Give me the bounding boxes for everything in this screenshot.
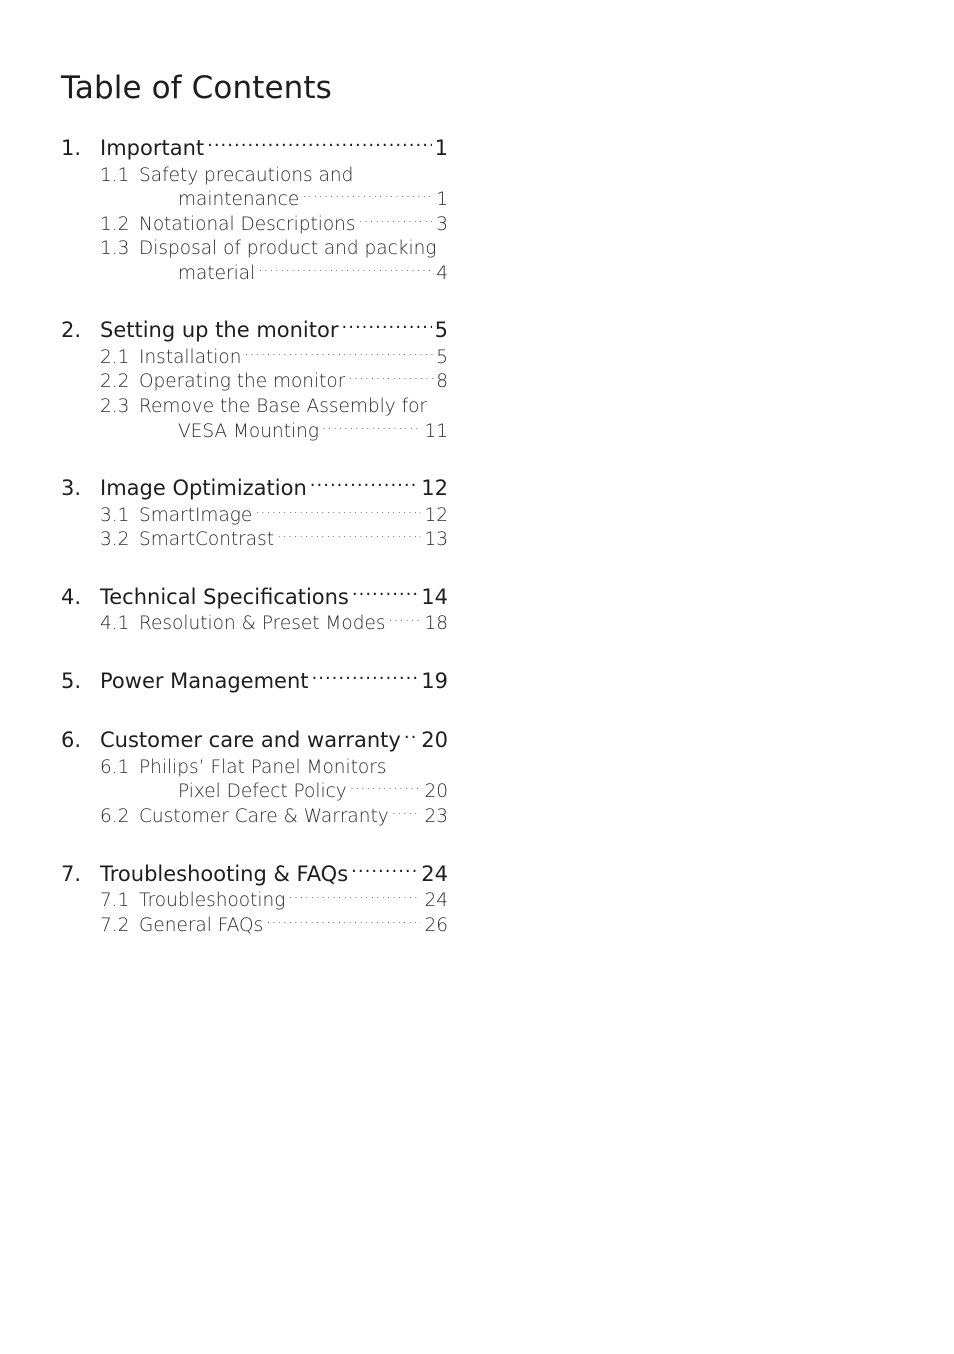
toc-entry-label: material	[178, 262, 256, 284]
toc-entry-number: 6.2	[100, 805, 130, 827]
toc-page-number: 24	[421, 862, 448, 886]
dot-leader	[351, 860, 418, 881]
toc-section-label: Important	[100, 136, 205, 160]
toc-entry-number: 3.2	[100, 528, 130, 550]
toc-entry-label: Remove the Base Assembly for	[139, 395, 428, 417]
dot-leader	[350, 778, 422, 797]
dot-leader	[277, 526, 421, 545]
dot-leader	[392, 803, 422, 822]
toc-entry-1-1-continued[interactable]	[61, 186, 448, 210]
toc-entry-2-3[interactable]	[61, 393, 448, 417]
toc-page-number: 19	[421, 669, 448, 693]
toc-entry-number: 4.1	[100, 612, 130, 634]
dot-leader	[322, 418, 422, 437]
toc-section-label: Setting up the monitor	[100, 318, 339, 342]
toc-section-1[interactable]	[61, 134, 448, 162]
toc-section-6[interactable]	[61, 726, 448, 754]
toc-section-number: 3.	[61, 476, 82, 500]
toc-entry-6-1-continued[interactable]	[61, 778, 448, 802]
toc-page-number: 8	[436, 370, 448, 392]
toc-entry-label: SmartContrast	[139, 528, 275, 550]
toc-entry-label: Notational Descriptions	[139, 213, 356, 235]
dot-leader	[258, 260, 433, 279]
toc-entry-4-1[interactable]	[61, 610, 448, 634]
toc-entry-number: 1.1	[100, 164, 130, 186]
toc-section-7[interactable]	[61, 860, 448, 888]
toc-entry-1-1[interactable]	[61, 162, 448, 186]
toc-entry-number: 7.1	[100, 889, 130, 911]
toc-entry-label: Operating the monitor	[139, 370, 346, 392]
toc-page-number: 20	[424, 780, 448, 802]
page-title: Table of Contents	[61, 70, 332, 106]
toc-section-number: 5.	[61, 669, 82, 693]
toc-entry-label: Safety precautions and	[139, 164, 354, 186]
toc-section-2[interactable]	[61, 316, 448, 344]
toc-entry-1-2[interactable]	[61, 211, 448, 235]
toc-entry-label: Installation	[139, 346, 242, 368]
toc-page-number: 12	[424, 504, 448, 526]
toc-page-number: 18	[424, 612, 448, 634]
toc-page-number: 23	[424, 805, 448, 827]
toc-entry-label: VESA Mounting	[178, 420, 319, 442]
toc-page-number: 14	[421, 585, 448, 609]
toc-page-number: 4	[436, 262, 448, 284]
toc-entry-label: Pixel Defect Policy	[178, 780, 347, 802]
toc-section-number: 4.	[61, 585, 82, 609]
toc-entry-label: General FAQs	[139, 914, 264, 936]
dot-leader	[244, 344, 433, 363]
toc-section-label: Image Optimization	[100, 476, 307, 500]
dot-leader	[348, 368, 433, 387]
toc-page-number: 13	[424, 528, 448, 550]
toc-page-number: 24	[424, 889, 448, 911]
toc-entry-6-2[interactable]	[61, 803, 448, 827]
toc-entry-number: 6.1	[100, 756, 130, 778]
dot-leader	[404, 726, 418, 747]
toc-entry-label: Customer Care & Warranty	[139, 805, 389, 827]
toc-entry-label: Disposal of product and packing	[139, 237, 437, 259]
toc-entry-number: 2.1	[100, 346, 130, 368]
toc-entry-number: 2.2	[100, 370, 130, 392]
dot-leader	[255, 502, 421, 521]
toc-page-number: 5	[436, 346, 448, 368]
dot-leader	[388, 610, 421, 629]
dot-leader	[207, 134, 432, 155]
toc-entry-label: Troubleshooting	[139, 889, 286, 911]
dot-leader	[302, 186, 433, 205]
toc-entry-1-3[interactable]	[61, 235, 448, 259]
dot-leader	[266, 912, 421, 931]
toc-section-number: 2.	[61, 318, 82, 342]
toc-entry-number: 7.2	[100, 914, 130, 936]
dot-leader	[310, 474, 418, 495]
toc-entry-number: 3.1	[100, 504, 130, 526]
toc-page-number: 20	[421, 728, 448, 752]
toc-page-number: 12	[421, 476, 448, 500]
toc-section-number: 6.	[61, 728, 82, 752]
toc-section-label: Technical Specifications	[100, 585, 349, 609]
toc-entry-7-1[interactable]	[61, 887, 448, 911]
toc-entry-3-1[interactable]	[61, 502, 448, 526]
toc-entry-3-2[interactable]	[61, 526, 448, 550]
dot-leader	[352, 583, 418, 604]
toc-page-number: 3	[436, 213, 448, 235]
toc-entry-number: 1.2	[100, 213, 130, 235]
toc-section-label: Troubleshooting & FAQs	[100, 862, 349, 886]
toc-entry-1-3-continued[interactable]	[61, 260, 448, 284]
toc-page-number: 1	[436, 188, 448, 210]
toc-section-3[interactable]	[61, 474, 448, 502]
toc-entry-label: SmartImage	[139, 504, 253, 526]
toc-entry-7-2[interactable]	[61, 912, 448, 936]
toc-section-label: Power Management	[100, 669, 309, 693]
toc-section-4[interactable]	[61, 583, 448, 611]
toc-section-number: 7.	[61, 862, 82, 886]
toc-entry-label: Philips’ Flat Panel Monitors	[139, 756, 387, 778]
toc-page-number: 1	[434, 136, 448, 160]
toc-entry-2-2[interactable]	[61, 368, 448, 392]
toc-section-number: 1.	[61, 136, 82, 160]
toc-section-5[interactable]	[61, 667, 448, 695]
toc-page-number: 26	[424, 914, 448, 936]
toc-page-number: 5	[434, 318, 448, 342]
toc-entry-6-1[interactable]	[61, 754, 448, 778]
dot-leader	[312, 667, 419, 688]
toc-section-label: Customer care and warranty	[100, 728, 401, 752]
toc-page-number: 11	[424, 420, 448, 442]
toc-entry-number: 2.3	[100, 395, 130, 417]
dot-leader	[359, 211, 434, 230]
toc-entry-label: maintenance	[178, 188, 300, 210]
toc-entry-2-3-continued[interactable]	[61, 418, 448, 442]
toc-entry-label: Resolution & Preset Modes	[139, 612, 386, 634]
dot-leader	[288, 887, 421, 906]
toc-entry-2-1[interactable]	[61, 344, 448, 368]
toc-entry-number: 1.3	[100, 237, 130, 259]
dot-leader	[342, 316, 432, 337]
